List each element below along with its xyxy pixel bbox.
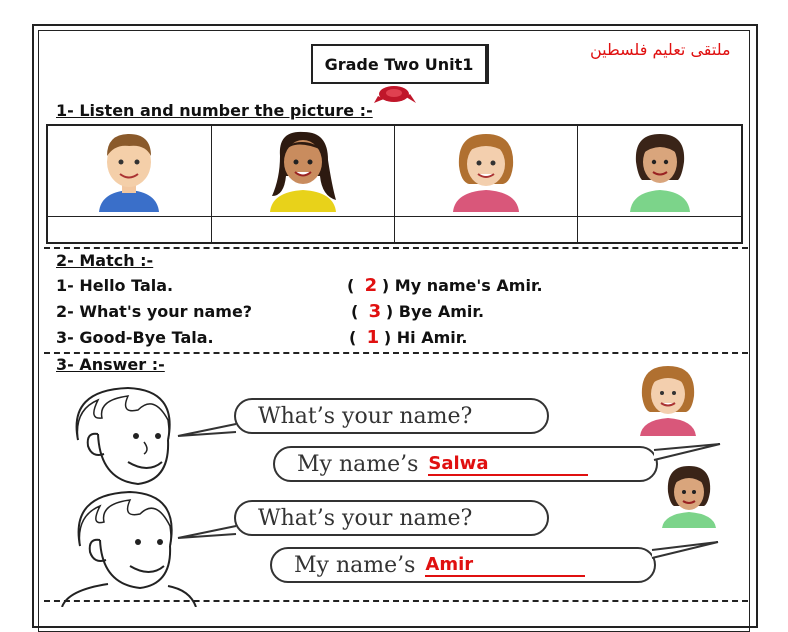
answer-bubble [270,547,656,583]
bubble-tail-icon [176,524,238,540]
girl-salwa-face-icon [632,360,704,436]
match-right-item [351,301,484,322]
bracket-open: ( [347,276,355,295]
answer-field[interactable]: Amir [425,554,585,577]
worksheet-title: Grade Two Unit1 [311,44,489,84]
boy-face-icon [89,126,169,212]
section3-heading: 3- Answer :- [56,355,165,374]
answer-field[interactable]: Salwa [428,453,588,476]
wax-seal-icon [372,82,418,106]
match-left-item: 2- What's your name? [56,302,253,321]
picture-cell [578,125,742,217]
pictures-table [46,124,743,244]
question-bubble [234,500,549,536]
section-divider [44,247,748,249]
match-right-item [347,275,543,296]
answer-prompt: My name’s [294,552,416,578]
picture-cell [394,125,577,217]
section2-heading: 2- Match :- [56,251,154,270]
bubble-tail-icon [176,422,238,438]
section-divider [44,352,748,354]
match-left-item: 1- Hello Tala. [56,276,174,295]
number-answer-cell[interactable] [394,217,577,244]
brand-label: ملتقى تعليم فلسطين [590,40,731,59]
match-right-text: ) Bye Amir. [385,302,485,321]
boy-body-illustration-icon [58,486,198,607]
match-right-item [349,327,467,348]
match-right-text: ) Hi Amir. [383,328,468,347]
number-answer-cell[interactable] [211,217,394,244]
match-number[interactable]: 2 [364,275,378,296]
answer-bubble [273,446,658,482]
bracket-open: ( [349,328,357,347]
section-divider [44,600,748,602]
girl-short-hair-face-icon [441,126,531,212]
boy-amir-face-icon [656,462,722,528]
question-bubble [234,398,549,434]
bubble-tail-icon [652,442,722,464]
picture-cell [211,125,394,217]
section1-heading: 1- Listen and number the picture :- [56,101,373,120]
bubble-tail-icon [650,540,720,562]
bracket-open: ( [351,302,359,321]
question-text: What’s your name? [258,505,473,531]
answer-prompt: My name’s [297,451,419,477]
boy-head-illustration-icon [58,380,188,490]
match-number[interactable]: 1 [366,327,380,348]
picture-cell [47,125,211,217]
girl-long-hair-face-icon [258,126,348,212]
match-number[interactable]: 3 [368,301,382,322]
question-text: What’s your name? [258,403,473,429]
girl-dark-hair-face-icon [620,126,700,212]
number-answer-cell[interactable] [578,217,742,244]
match-right-text: ) My name's Amir. [381,276,543,295]
match-left-item: 3- Good-Bye Tala. [56,328,214,347]
number-answer-cell[interactable] [47,217,211,244]
